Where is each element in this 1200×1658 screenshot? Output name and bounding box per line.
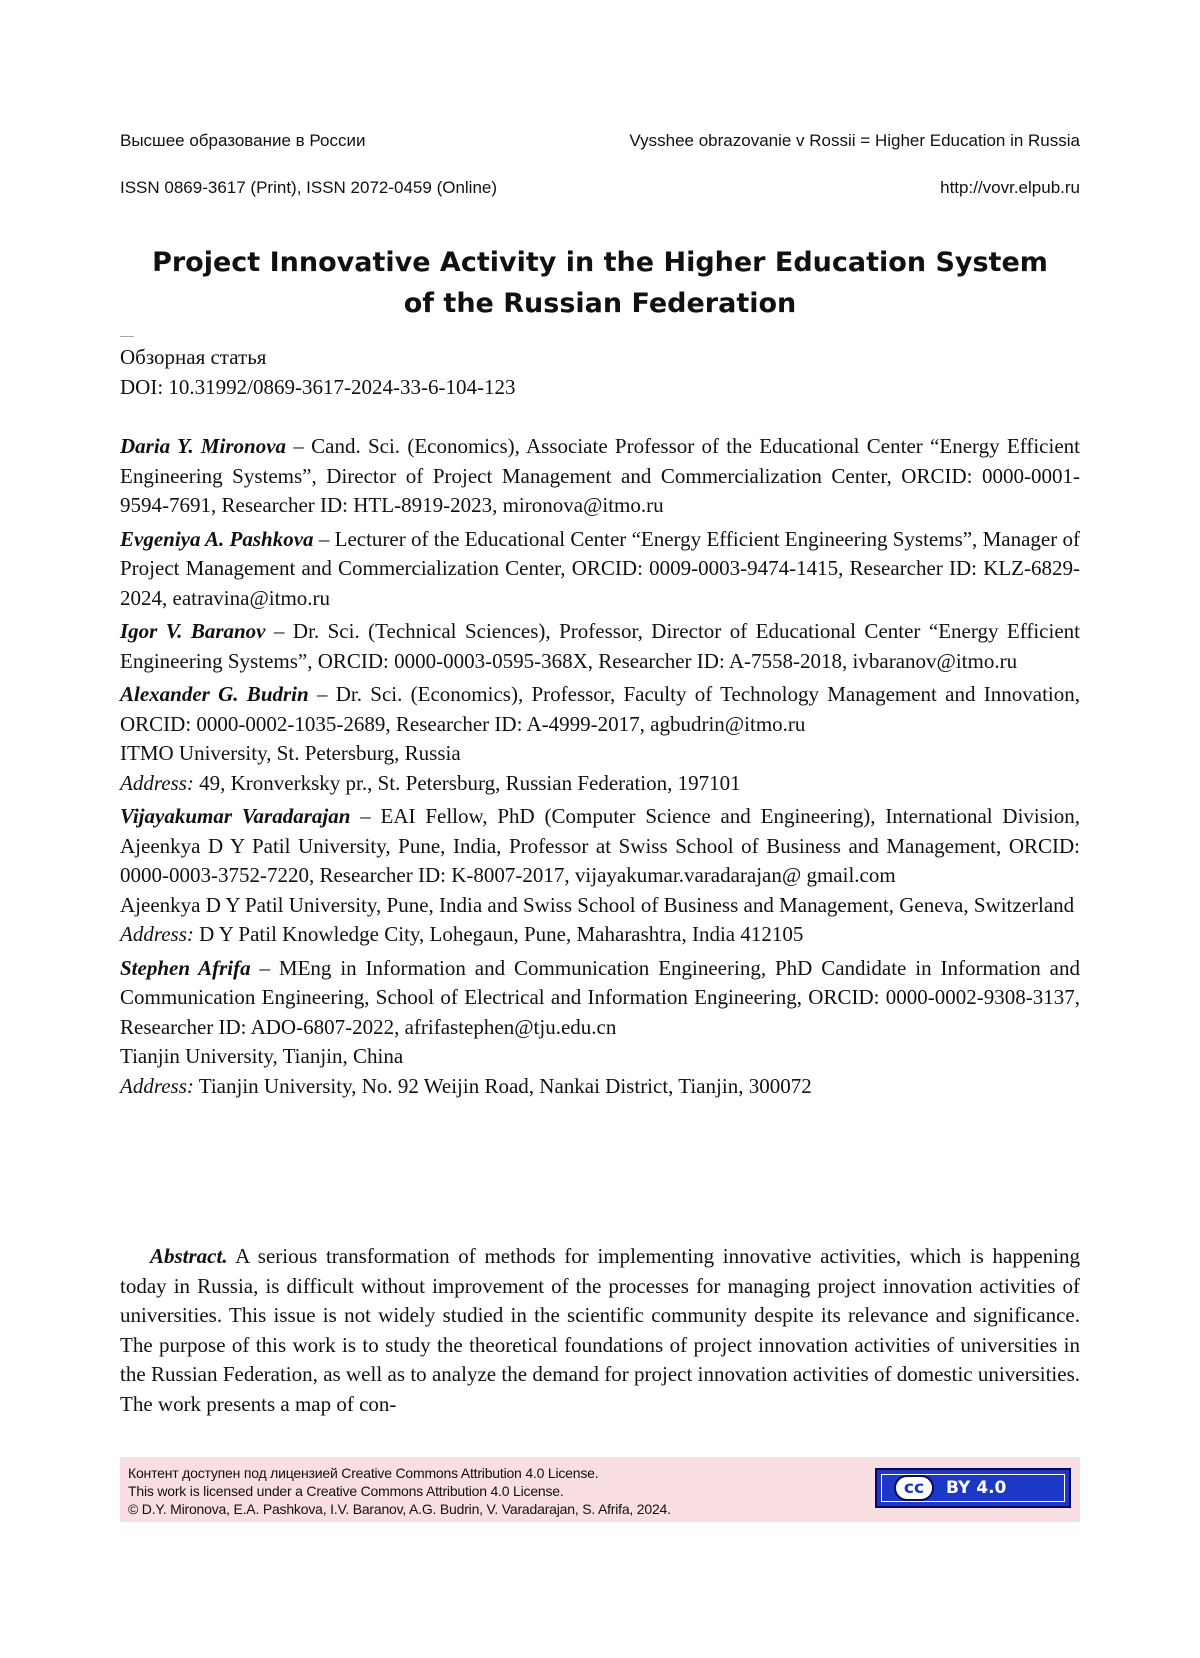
abstract-label: Abstract. bbox=[150, 1244, 228, 1268]
author-entry bbox=[120, 680, 1080, 798]
abstract-text: A serious transformation of methods for implementing innovative activities, which is happening today in Russia, is difficult without improvement of the processes for managing project innovation activities of universities. This issue is not widely studied in the scientific community despite its relevance and significance. The purpose of this work is to study the theoretical foundations of project innovation activities of universities in the Russian Federation, as well as to analyze the demand for project innovation activities of domestic universities. The work presents a map of con- bbox=[120, 1244, 1080, 1416]
cc-badge-frame bbox=[881, 1474, 1065, 1502]
address-label: Address: bbox=[120, 922, 194, 946]
issn-line bbox=[120, 178, 1080, 198]
author-entry bbox=[120, 525, 1080, 614]
article-title bbox=[120, 242, 1080, 324]
author-affiliation: Ajeenkya D Y Patil University, Pune, India and Swiss School of Business and Management, Geneva, Switzerland bbox=[120, 892, 1075, 917]
license-line-ru: Контент доступен под лицензией Creative Commons Attribution 4.0 License. bbox=[128, 1465, 599, 1481]
author-details: – Lecturer of the Educational Center “Energy Efficient Engineering Systems”, Manager of Project Management and Commercialization Center, ORCID: 0009-0003-9474-1415, Researcher ID: KLZ-6829-2024, eatravina@itmo.ru bbox=[120, 526, 1081, 610]
author-details: – Dr. Sci. (Economics), Professor, Faculty of Technology Management and Innovation, ORCID: 0000-0002-1035-2689, Researcher ID: A-4999-2017, agbudrin@itmo.ru bbox=[120, 682, 1081, 736]
journal-url[interactable]: http://vovr.elpub.ru bbox=[940, 178, 1080, 197]
cc-license-label: BY 4.0 bbox=[946, 1478, 1007, 1498]
license-text bbox=[128, 1464, 671, 1518]
author-details: – Dr. Sci. (Technical Sciences), Professor, Director of Educational Center “Energy Efficient Engineering Systems”, ORCID: 0000-0003-0595-368X, Researcher ID: A-7558-2018, ivbaranov@itmo.ru bbox=[120, 619, 1080, 673]
author-name: Vijayakumar Varadarajan bbox=[120, 804, 351, 828]
author-details: – Cand. Sci. (Economics), Associate Professor of the Educational Center “Energy Efficient Engineering Systems”, Director of Project Management and Commercialization Center, ORCID: 0000-0001-9594-7691, Researcher ID: HTL-8919-2023, mironova@itmo.ru bbox=[120, 434, 1080, 517]
license-line-en: This work is licensed under a Creative Commons Attribution 4.0 License. bbox=[128, 1483, 564, 1499]
author-name: Evgeniya A. Pashkova bbox=[120, 526, 314, 551]
article-meta bbox=[120, 343, 1080, 402]
copyright-line: © D.Y. Mironova, E.A. Pashkova, I.V. Baranov, A.G. Budrin, V. Varadarajan, S. Afrifa, 2024. bbox=[128, 1501, 671, 1517]
journal-title-ru: Высшее образование в России bbox=[120, 131, 366, 150]
author-entry bbox=[120, 802, 1080, 950]
author-address: Tianjin University, No. 92 Weijin Road, Nankai District, Tianjin, 300072 bbox=[193, 1073, 812, 1098]
author-name: Igor V. Baranov bbox=[120, 619, 266, 643]
license-box bbox=[120, 1457, 1080, 1522]
address-label: Address: bbox=[120, 1073, 194, 1098]
author-entry bbox=[120, 617, 1080, 676]
title-line-2: of the Russian Federation bbox=[403, 288, 797, 319]
author-affiliation: ITMO University, St. Petersburg, Russia bbox=[120, 741, 461, 765]
journal-title-en: Vysshee obrazovanie v Rossii = Higher Education in Russia bbox=[629, 131, 1080, 150]
author-entry bbox=[120, 432, 1080, 521]
article-type: Обзорная статья bbox=[120, 345, 267, 369]
cc-icon: cc bbox=[894, 1475, 934, 1501]
author-name: Stephen Afrifa bbox=[120, 955, 251, 980]
author-name: Alexander G. Budrin bbox=[120, 682, 309, 706]
author-address: 49, Kronverksky pr., St. Petersburg, Russian Federation, 197101 bbox=[193, 770, 741, 795]
author-list bbox=[120, 432, 1080, 1105]
author-name: Daria Y. Mironova bbox=[120, 434, 287, 458]
author-details: – MEng in Information and Communication Engineering, PhD Candidate in Information and Communication Engineering, School of Electrical and Information Engineering, ORCID: 0000-0002-9308-3137, Researcher ID: ADO-6807-2022, afrifastephen@tju.edu.cn bbox=[120, 955, 1081, 1039]
divider bbox=[120, 336, 134, 337]
author-entry bbox=[120, 954, 1080, 1102]
abstract bbox=[120, 1242, 1080, 1419]
author-address: D Y Patil Knowledge City, Lohegaun, Pune, Maharashtra, India 412105 bbox=[193, 922, 804, 946]
running-header bbox=[120, 131, 1080, 151]
issn: ISSN 0869-3617 (Print), ISSN 2072-0459 (Online) bbox=[120, 178, 498, 197]
author-affiliation: Tianjin University, Tianjin, China bbox=[120, 1044, 404, 1068]
title-line-1: Project Innovative Activity in the Higher Education System bbox=[152, 247, 1048, 278]
doi[interactable]: DOI: 10.31992/0869-3617-2024-33-6-104-123 bbox=[120, 374, 516, 399]
cc-by-badge[interactable] bbox=[875, 1468, 1071, 1508]
author-details: – EAI Fellow, PhD (Computer Science and Engineering), International Division, Ajeenkya D Y Patil University, Pune, India, Professor at Swiss School of Business and Management, ORCID: 0000-0003-3752-7220, Researcher ID: K-8007-2017, vijayakumar.varadarajan@ gmail.com bbox=[120, 804, 1081, 887]
address-label: Address: bbox=[120, 770, 194, 795]
